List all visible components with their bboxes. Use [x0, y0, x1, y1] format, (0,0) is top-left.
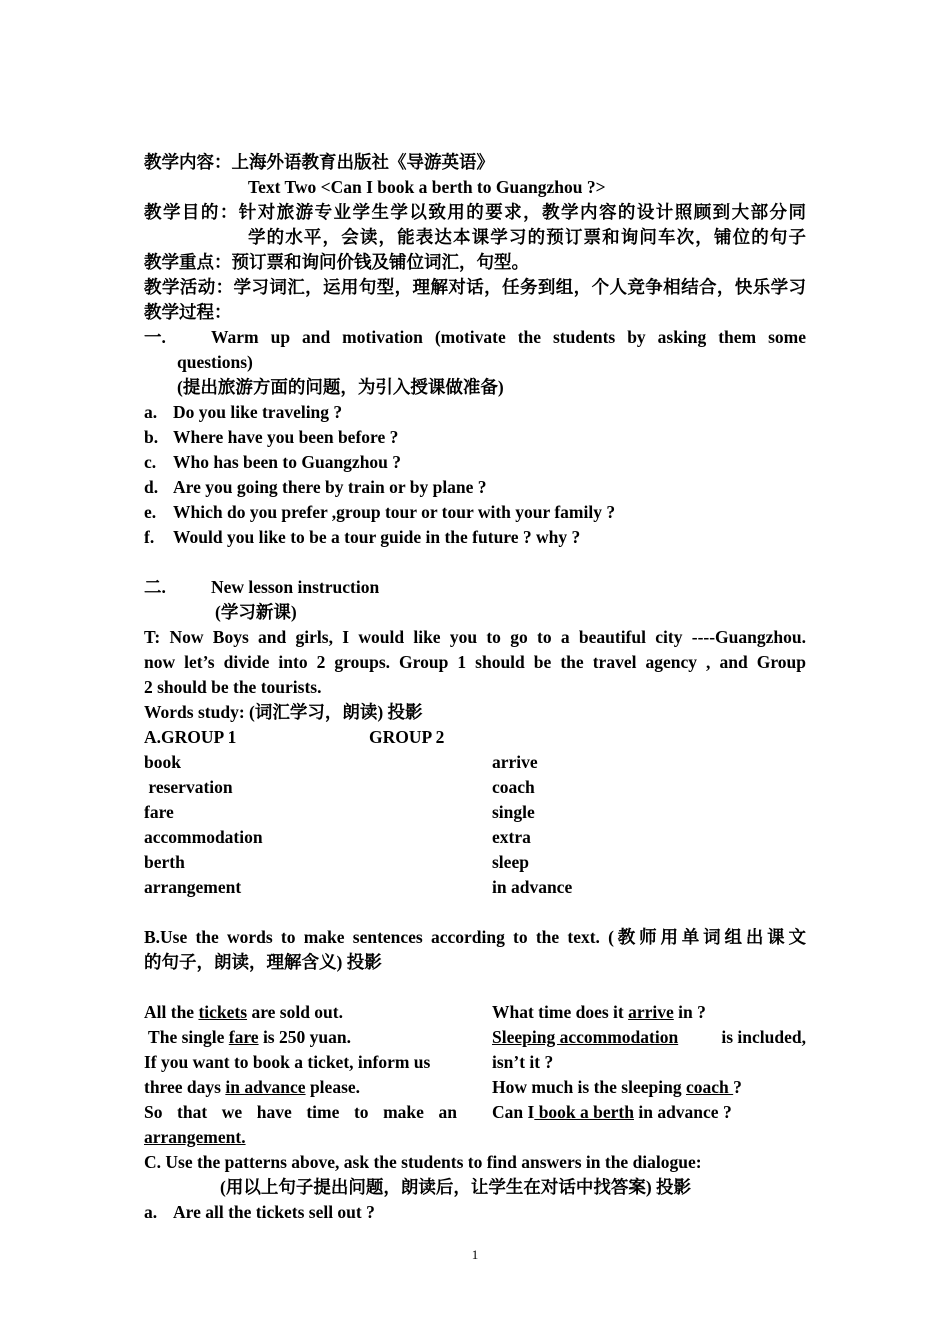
sentence-left-3-line1: If you want to book a ticket, inform us	[144, 1052, 431, 1072]
question-label: b.	[144, 427, 159, 447]
underlined-keyword: fare	[228, 1027, 259, 1047]
sentence-text: ?	[733, 1077, 742, 1097]
partB-heading-line1: B.Use the words to make sentences according to the text. (教师用单词组出课文	[144, 927, 806, 947]
group1-word: fare	[144, 802, 174, 822]
sentence-left-3-line2	[144, 1075, 360, 1100]
teaching-content-line: 教学内容：上海外语教育出版社《导游英语》	[144, 152, 494, 172]
question-text: Do you like traveling ?	[173, 402, 343, 422]
sentence-right-1	[492, 1000, 706, 1025]
section1-title-line2: questions)	[177, 352, 253, 372]
question-item	[144, 500, 615, 525]
group2-word: single	[492, 802, 535, 822]
question-item	[144, 525, 580, 550]
question-text: Are you going there by train or by plane ?	[173, 477, 487, 497]
partC-heading: C. Use the patterns above, ask the students to find answers in the dialogue:	[144, 1152, 702, 1172]
group2-word: in advance	[492, 877, 573, 897]
sentence-right-2-line2: isn’t it ?	[492, 1052, 554, 1072]
sentence-left-1	[144, 1000, 343, 1025]
partB-heading-line2: 的句子，朗读，理解含义) 投影	[144, 952, 382, 972]
sentence-right-3	[492, 1075, 742, 1100]
section2-note: (学习新课)	[215, 602, 297, 622]
sentence-text: The single	[144, 1027, 229, 1047]
sentence-text: please.	[305, 1077, 361, 1097]
sentence-text: Can I	[492, 1102, 535, 1122]
underlined-keyword: coach	[685, 1077, 734, 1097]
text-title: Text Two <Can I book a berth to Guangzhou ?>	[248, 177, 606, 197]
partC-question	[144, 1200, 375, 1225]
underlined-keyword: in advance	[225, 1077, 306, 1097]
question-item	[144, 475, 487, 500]
partC-note: (用以上句子提出问题，朗读后，让学生在对话中找答案) 投影	[220, 1177, 692, 1197]
question-text: Where have you been before ?	[173, 427, 399, 447]
question-text: Which do you prefer ,group tour or tour with your family ?	[173, 502, 616, 522]
question-label: e.	[144, 502, 157, 522]
underlined-keyword: Sleeping accommodation	[492, 1027, 679, 1047]
question-label: c.	[144, 452, 157, 472]
question-item	[144, 425, 398, 450]
sentence-text: is 250 yuan.	[258, 1027, 351, 1047]
sentence-right-4	[492, 1100, 732, 1125]
question-label: a.	[144, 402, 158, 422]
question-item	[144, 400, 342, 425]
teacher-line2: now let’s divide into 2 groups. Group 1 should be the travel agency , and Group	[144, 652, 806, 672]
question-item	[144, 450, 401, 475]
group2-word: sleep	[492, 852, 529, 872]
sentence-text: are sold out.	[247, 1002, 343, 1022]
page-number: 1	[471, 1247, 479, 1262]
sentence-text: All the	[144, 1002, 199, 1022]
sentence-right-2	[492, 1025, 806, 1050]
teaching-aim-line1: 教学目的：针对旅游专业学生学以致用的要求，教学内容的设计照顾到大部分同	[144, 202, 806, 222]
section1-note: (提出旅游方面的问题，为引入授课做准备)	[177, 377, 504, 397]
teacher-line1: T: Now Boys and girls, I would like you to go to a beautiful city ----Guangzhou.	[144, 627, 806, 647]
group2-heading: GROUP 2	[369, 727, 445, 747]
sentence-text: in advance ?	[633, 1102, 732, 1122]
group2-word: extra	[492, 827, 531, 847]
question-label: f.	[144, 527, 155, 547]
section2-number: 二.	[144, 577, 166, 597]
teaching-aim-line2: 学的水平，会读，能表达本课学习的预订票和询问车次，铺位的句子	[248, 227, 806, 247]
section1-title-line1: Warm up and motivation (motivate the students by asking them some	[211, 327, 806, 347]
underlined-keyword: arrive	[628, 1002, 674, 1022]
group1-heading: A.GROUP 1	[144, 727, 237, 747]
sentence-text: three days	[144, 1077, 226, 1097]
group1-word: reservation	[144, 777, 233, 797]
section1-number: 一.	[144, 327, 166, 347]
sentence-left-4-line1: So that we have time to make an	[144, 1102, 457, 1122]
underlined-keyword: tickets	[198, 1002, 248, 1022]
underlined-keyword: book a berth	[534, 1102, 634, 1122]
teaching-focus-line: 教学重点：预订票和询问价钱及铺位词汇，句型。	[144, 252, 529, 272]
sentence-left-2	[144, 1025, 351, 1050]
group1-word: arrangement	[144, 877, 242, 897]
group2-word: coach	[492, 777, 535, 797]
group1-word: berth	[144, 852, 185, 872]
teacher-line3: 2 should be the tourists.	[144, 677, 322, 697]
group1-word: accommodation	[144, 827, 263, 847]
sentence-text: How much is the sleeping	[492, 1077, 686, 1097]
sentence-text: What time does it	[492, 1002, 629, 1022]
sentence-text: in ?	[673, 1002, 706, 1022]
words-study-heading: Words study: (词汇学习，朗读) 投影	[144, 702, 423, 722]
teaching-process-line: 教学过程：	[144, 302, 232, 322]
teaching-activity-line: 教学活动：学习词汇，运用句型，理解对话，任务到组，个人竞争相结合，快乐学习	[144, 277, 806, 297]
section2-title: New lesson instruction	[211, 577, 380, 597]
underlined-keyword: arrangement.	[144, 1127, 246, 1147]
question-text: Would you like to be a tour guide in the future ? why ?	[173, 527, 581, 547]
sentence-text: is included,	[717, 1027, 806, 1047]
group2-word: arrive	[492, 752, 538, 772]
question-text: Who has been to Guangzhou ?	[173, 452, 402, 472]
question-text: Are all the tickets sell out ?	[173, 1202, 375, 1222]
question-label: a.	[144, 1202, 158, 1222]
group1-word: book	[144, 752, 181, 772]
question-label: d.	[144, 477, 159, 497]
